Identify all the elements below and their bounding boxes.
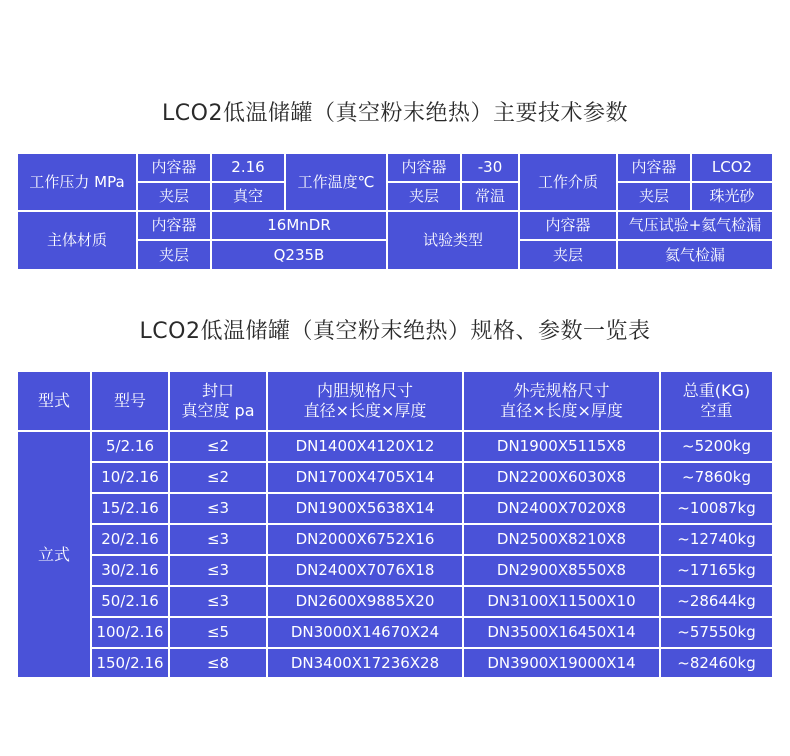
temp-label: 工作温度℃ — [286, 154, 386, 210]
row-outer: DN2200X6030X8 — [464, 463, 659, 492]
row-weight: ~82460kg — [661, 649, 772, 677]
row-weight: ~28644kg — [661, 587, 772, 616]
header-inner-line2: 直径×长度×厚度 — [303, 401, 427, 420]
row-weight: ~57550kg — [661, 618, 772, 647]
row-outer: DN1900X5115X8 — [464, 432, 659, 461]
row-outer: DN3100X11500X10 — [464, 587, 659, 616]
header-seal-vacuum — [170, 372, 266, 430]
row-model: 10/2.16 — [92, 463, 168, 492]
row-inner: DN2600X9885X20 — [268, 587, 462, 616]
row-model: 30/2.16 — [92, 556, 168, 585]
material-inner-label: 内容器 — [138, 212, 210, 239]
row-inner: DN1900X5638X14 — [268, 494, 462, 523]
header-outer-size — [464, 372, 659, 430]
row-vacuum: ≤3 — [170, 556, 266, 585]
pressure-jacket-label: 夹层 — [138, 183, 210, 210]
row-vacuum: ≤5 — [170, 618, 266, 647]
medium-jacket-value: 珠光砂 — [692, 183, 772, 210]
temp-jacket-value: 常温 — [462, 183, 518, 210]
row-inner: DN1400X4120X12 — [268, 432, 462, 461]
medium-inner-value: LCO2 — [692, 154, 772, 181]
material-inner-value: 16MnDR — [212, 212, 386, 239]
row-weight: ~5200kg — [661, 432, 772, 461]
header-weight-line1: 总重(KG) — [682, 381, 751, 400]
type-value: 立式 — [18, 432, 90, 677]
header-model: 型号 — [92, 372, 168, 430]
pressure-inner-label: 内容器 — [138, 154, 210, 181]
row-model: 100/2.16 — [92, 618, 168, 647]
pressure-inner-value: 2.16 — [212, 154, 284, 181]
test-inner-label: 内容器 — [520, 212, 616, 239]
row-vacuum: ≤2 — [170, 432, 266, 461]
row-weight: ~10087kg — [661, 494, 772, 523]
row-inner: DN2000X6752X16 — [268, 525, 462, 554]
row-vacuum: ≤3 — [170, 494, 266, 523]
test-jacket-value: 氦气检漏 — [618, 241, 772, 269]
material-label: 主体材质 — [18, 212, 136, 269]
row-model: 15/2.16 — [92, 494, 168, 523]
header-seal-line2: 真空度 pa — [181, 401, 255, 420]
temp-inner-value: -30 — [462, 154, 518, 181]
row-inner: DN1700X4705X14 — [268, 463, 462, 492]
header-seal-line1: 封口 — [201, 381, 234, 400]
row-weight: ~17165kg — [661, 556, 772, 585]
row-model: 50/2.16 — [92, 587, 168, 616]
row-outer: DN3500X16450X14 — [464, 618, 659, 647]
row-weight: ~7860kg — [661, 463, 772, 492]
row-model: 150/2.16 — [92, 649, 168, 677]
header-inner-size — [268, 372, 462, 430]
pressure-label: 工作压力 MPa — [18, 154, 136, 210]
row-vacuum: ≤8 — [170, 649, 266, 677]
row-inner: DN3400X17236X28 — [268, 649, 462, 677]
table1-title: LCO2低温储罐（真空粉末绝热）主要技术参数 — [162, 101, 628, 126]
header-weight — [661, 372, 772, 430]
row-weight: ~12740kg — [661, 525, 772, 554]
medium-label: 工作介质 — [520, 154, 616, 210]
header-type: 型式 — [18, 372, 90, 430]
header-weight-line2: 空重 — [700, 401, 733, 420]
row-model: 5/2.16 — [92, 432, 168, 461]
table2-title: LCO2低温储罐（真空粉末绝热）规格、参数一览表 — [139, 319, 651, 344]
temp-jacket-label: 夹层 — [388, 183, 460, 210]
row-vacuum: ≤3 — [170, 587, 266, 616]
row-inner: DN3000X14670X24 — [268, 618, 462, 647]
temp-inner-label: 内容器 — [388, 154, 460, 181]
row-vacuum: ≤3 — [170, 525, 266, 554]
test-label: 试验类型 — [388, 212, 518, 269]
header-inner-line1: 内胆规格尺寸 — [316, 381, 413, 400]
row-outer: DN2900X8550X8 — [464, 556, 659, 585]
row-outer: DN2400X7020X8 — [464, 494, 659, 523]
row-vacuum: ≤2 — [170, 463, 266, 492]
row-inner: DN2400X7076X18 — [268, 556, 462, 585]
header-outer-line1: 外壳规格尺寸 — [513, 381, 610, 400]
material-jacket-label: 夹层 — [138, 241, 210, 269]
test-inner-value: 气压试验+氦气检漏 — [618, 212, 772, 239]
row-outer: DN2500X8210X8 — [464, 525, 659, 554]
row-model: 20/2.16 — [92, 525, 168, 554]
medium-inner-label: 内容器 — [618, 154, 690, 181]
pressure-jacket-value: 真空 — [212, 183, 284, 210]
row-outer: DN3900X19000X14 — [464, 649, 659, 677]
material-jacket-value: Q235B — [212, 241, 386, 269]
header-outer-line2: 直径×长度×厚度 — [500, 401, 623, 420]
medium-jacket-label: 夹层 — [618, 183, 690, 210]
test-jacket-label: 夹层 — [520, 241, 616, 269]
